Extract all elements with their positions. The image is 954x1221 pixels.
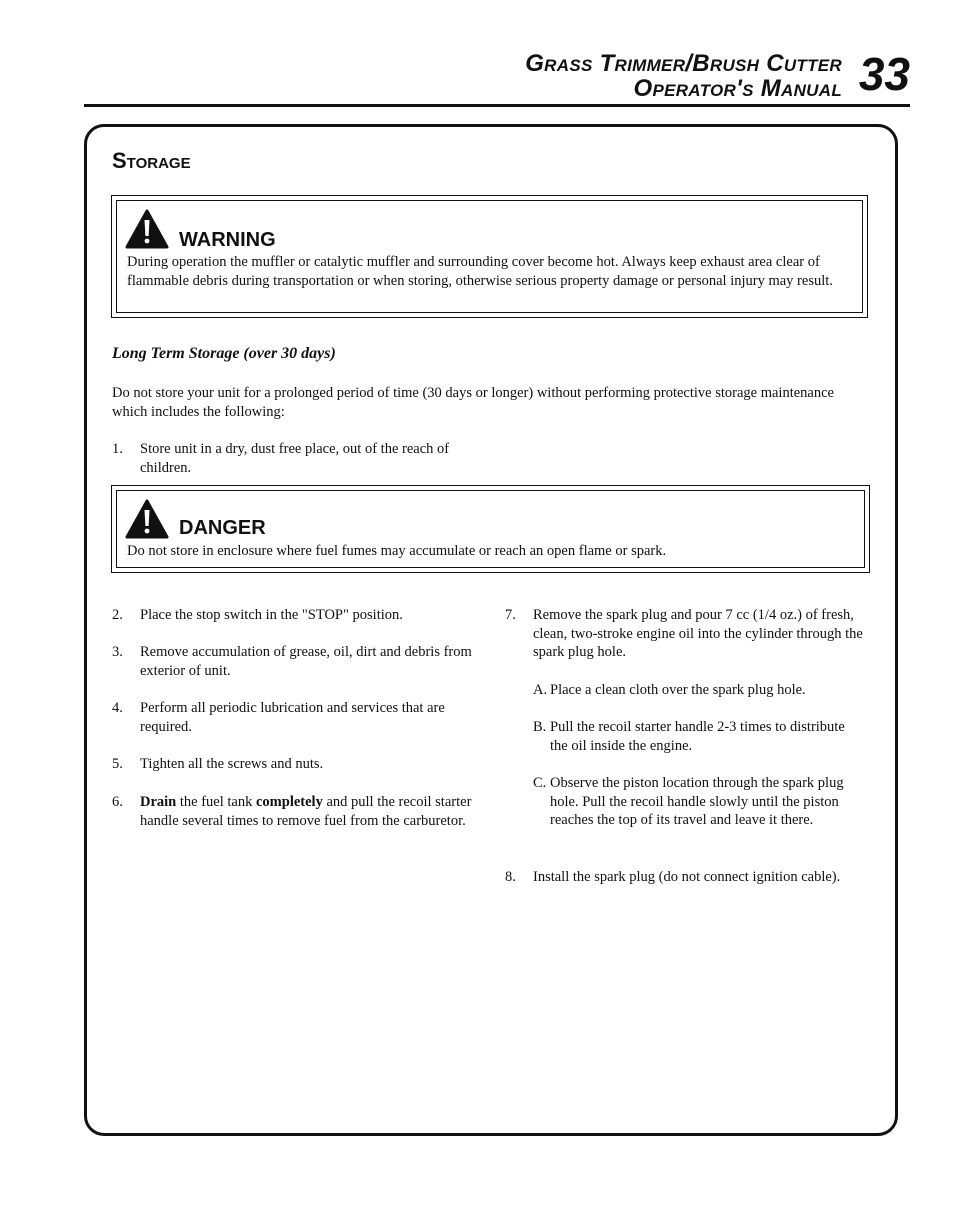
warning-triangle-icon — [125, 499, 169, 539]
warning-box-inner — [116, 200, 863, 313]
list-item-number: 3. — [112, 644, 123, 660]
list-item-number: 2. — [112, 607, 123, 623]
list-item-text: Remove the spark plug and pour 7 cc (1/4 oz.) of fresh, clean, two-stroke engine oil into the cylinder through the spark plug hole. — [533, 607, 863, 660]
list-item-text: Install the spark plug (do not connect ignition cable). — [533, 869, 841, 885]
list-item-number: 7. — [505, 607, 516, 623]
list-item-text: Perform all periodic lubrication and services that are required. — [140, 700, 445, 735]
manual-title-line2: Operator's Manual — [633, 75, 842, 102]
long-term-intro: Do not store your unit for a prolonged period of time (30 days or longer) without performing protective storage maintenance which includes the following: — [112, 385, 834, 420]
list-item-text: Store unit in a dry, dust free place, out of the reach of children. — [140, 441, 450, 476]
list-item-number: 1. — [112, 441, 123, 457]
completely-emphasis: completely — [255, 794, 323, 810]
list-item-number: 8. — [505, 869, 516, 885]
list-item-number: 5. — [112, 756, 123, 772]
warning-text: During operation the muffler or catalytic muffler and surrounding cover become hot. Always keep exhaust area clear of flammable debris during transportation or when storing, otherwise serious property damage or personal injury may result. — [127, 254, 833, 289]
danger-title: DANGER — [179, 517, 266, 539]
drain-emphasis: Drain — [140, 794, 177, 810]
danger-box — [111, 485, 870, 573]
sub-item-letter: C. — [533, 775, 547, 791]
step6-text-part2: and pull the recoil starter handle several times to remove fuel from the carburetor. — [140, 794, 472, 829]
list-item-text: Remove accumulation of grease, oil, dirt and debris from exterior of unit. — [140, 644, 472, 679]
list-item-text: Tighten all the screws and nuts. — [140, 756, 324, 772]
manual-title — [525, 51, 842, 101]
sub-item-text: Observe the piston location through the spark plug hole. Pull the recoil handle slowly until the piston reaches the top of its travel and leave it there. — [550, 775, 844, 828]
page-header — [84, 46, 910, 106]
list-item-number: 6. — [112, 794, 123, 810]
sub-item-letter: B. — [533, 719, 547, 735]
list-item-text: Place the stop switch in the "STOP" position. — [140, 607, 403, 623]
sub-item-text: Pull the recoil starter handle 2-3 times to distribute the oil inside the engine. — [550, 719, 845, 754]
warning-title: WARNING — [179, 229, 276, 251]
header-divider — [84, 104, 910, 107]
sub-item-text: Place a clean cloth over the spark plug hole. — [550, 682, 806, 698]
page-number: 33 — [858, 48, 910, 100]
danger-text: Do not store in enclosure where fuel fumes may accumulate or reach an open flame or spark. — [127, 543, 667, 559]
step6-text-part1: the fuel tank — [176, 794, 256, 810]
warning-triangle-icon — [125, 209, 169, 249]
list-item-number: 4. — [112, 700, 123, 716]
sub-item-letter: A. — [533, 682, 548, 698]
danger-box-inner — [116, 490, 865, 568]
list-item-text — [140, 793, 472, 830]
long-term-heading: Long Term Storage (over 30 days) — [112, 345, 336, 362]
manual-title-line1: Grass Trimmer/Brush Cutter — [525, 50, 842, 77]
warning-box — [111, 195, 868, 318]
section-title: Storage — [112, 148, 191, 173]
